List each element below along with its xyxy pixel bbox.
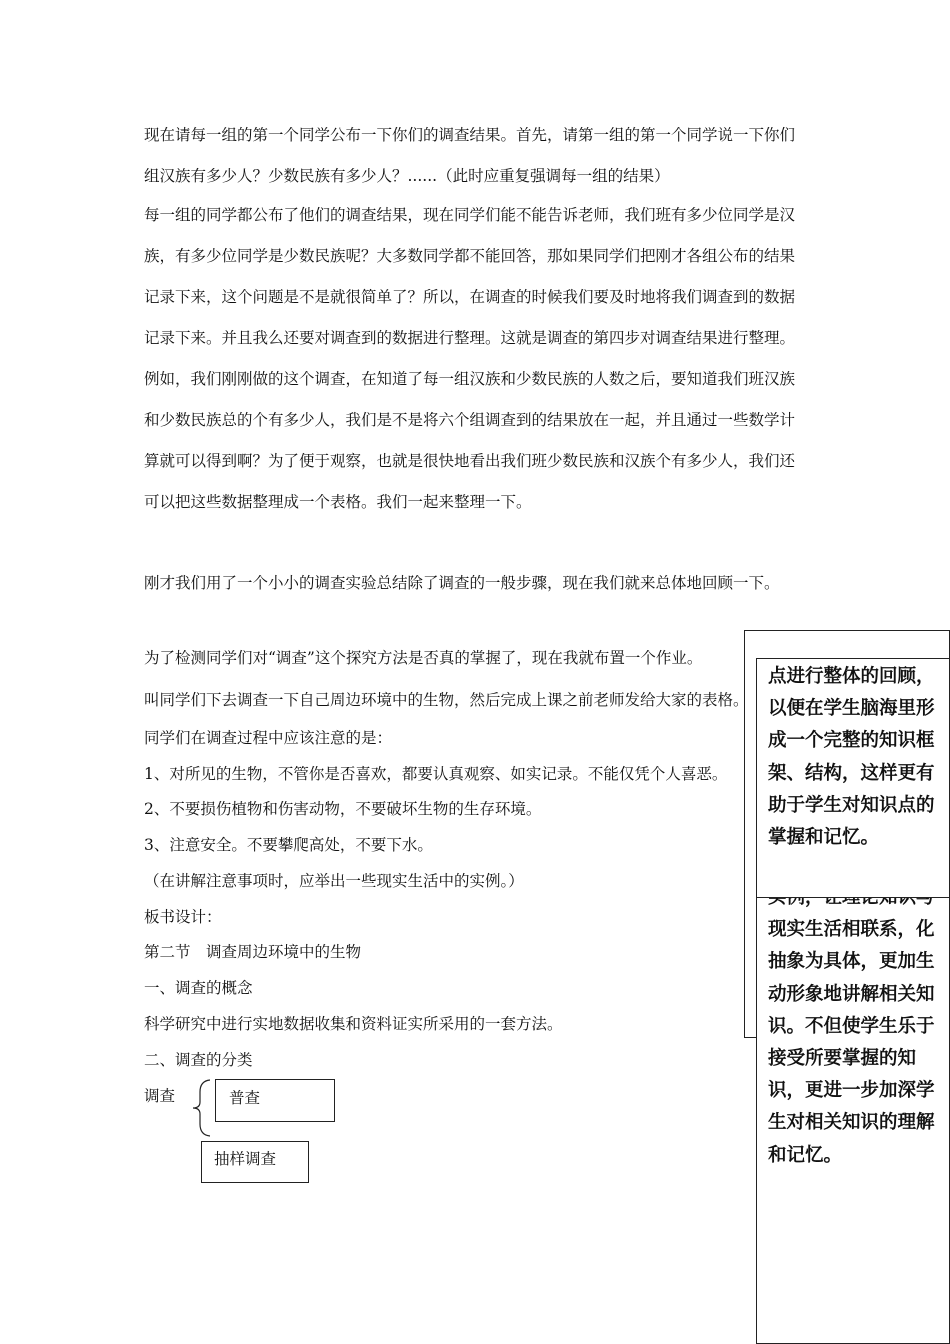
note-item-2: 2、不要损伤植物和伤害动物，不要破坏生物的生存环境。: [144, 800, 542, 818]
notes-intro: 同学们在调查过程中应该注意的是：: [144, 729, 393, 747]
homework-line: 为了检测同学们对“调查”这个探究方法是否真的掌握了，现在我就布置一个作业。: [144, 649, 703, 667]
note-item-3: 3、注意安全。不要攀爬高处，不要下水。: [144, 836, 433, 854]
side-note-top-text: 点进行整体的回顾，以便在学生脑海里形成一个完整的知识框架、结构，这样更有助于学生对知识点的掌握和记忆。: [768, 666, 935, 849]
teaching-note: （在讲解注意事项时，应举出一些现实生活中的实例。）: [144, 872, 524, 890]
concept-definition: 科学研究中进行实地数据收集和资料证实所采用的一套方法。: [144, 1015, 563, 1033]
paragraph-record-and-organize: 每一组的同学都公布了他们的调查结果，现在同学们能不能告诉老师，我们班有多少位同学是汉族，有多少位同学是少数民族呢？大多数同学都不能回答，那如果同学们把刚才各组公布的结果记录下来，这个问题是不是就很简单了？所以，在调查的时候我们要及时地将我们调查到的数据记录下来。并且我么还要对调查到的数据进行整理。这就是调查的第四步对调查结果进行整理。例如，我们刚刚做的这个调查，在知道了每一组汉族和少数民族的人数之后，要知道我们班汉族和少数民族总的个有多少人，我们是不是将六个组调查到的结果放在一起，并且通过一些数学计算就可以得到啊？为了便于观察，也就是很快地看出我们班少数民族和汉族个有多少人，我们还可以把这些数据整理成一个表格。我们一起来整理一下。: [144, 206, 796, 511]
board-design-heading: 板书设计：: [144, 908, 222, 926]
diagram-root-label: 调查: [144, 1087, 176, 1105]
census-box: [215, 1079, 335, 1122]
sample-survey-box: [201, 1141, 309, 1183]
note-item-1: 1、对所见的生物，不管你是否喜欢，都要认真观察、如实记录。不能仅凭个人喜恶。: [144, 765, 728, 783]
curly-brace: [190, 1078, 216, 1138]
census-label: 普查: [229, 1089, 261, 1107]
section-title: 第二节 调查周边环境中的生物: [144, 943, 362, 961]
sample-survey-label: 抽样调查: [214, 1150, 277, 1168]
classification-heading: 二、调查的分类: [144, 1051, 253, 1069]
paragraph-review-steps: 刚才我们用了一个小小的调查实验总结除了调查的一般步骤，现在我们就来总体地回顾一下。: [144, 574, 780, 592]
concept-heading: 一、调查的概念: [144, 979, 253, 997]
side-note-top-box: [756, 658, 950, 898]
side-note-bottom-text: 现实生活相联系，化抽象为具体，更加生动形象地讲解相关知识。不但使学生乐于接受所要掌握的知识，更进一步加深学生对相关知识的理解和记忆。: [768, 919, 935, 1166]
paragraph-report-results: 现在请每一组的第一个同学公布一下你们的调查结果。首先，请第一组的第一个同学说一下你们组汉族有多少人？少数民族有多少人？......（此时应重复强调每一组的结果）: [144, 126, 796, 185]
homework-line-2: 叫同学们下去调查一下自己周边环境中的生物，然后完成上课之前老师发给大家的表格。: [144, 691, 749, 709]
